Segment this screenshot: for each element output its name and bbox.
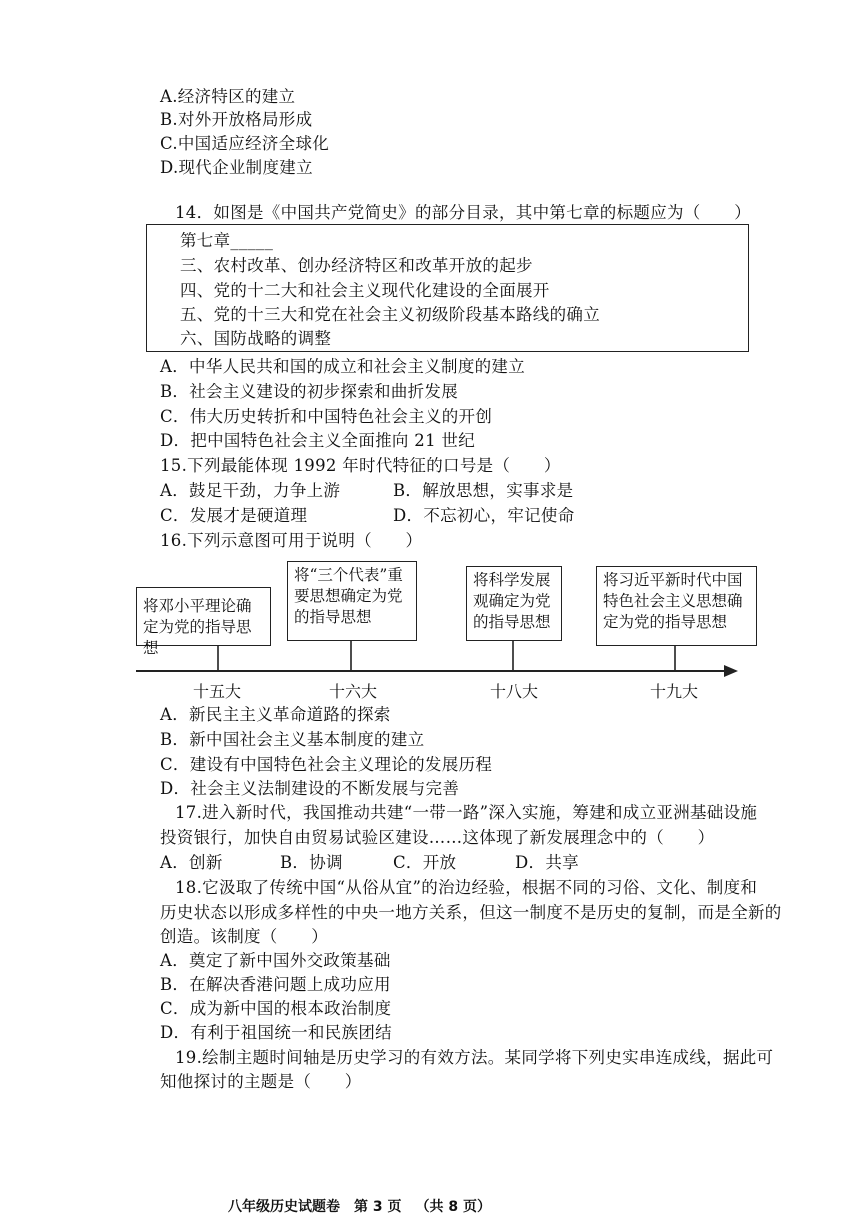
q18-option-b: B．在解决香港问题上成功应用 <box>160 975 391 994</box>
q13-option-d: D.现代企业制度建立 <box>160 158 313 177</box>
q15-option-d: D．不忘初心，牢记使命 <box>393 506 575 525</box>
q16-stem: 16.下列示意图可用于说明（ ） <box>160 531 423 550</box>
timeline-box-16th: 将“三个代表”重要思想确定为党的指导思想 <box>287 561 417 641</box>
q15-stem: 15.下列最能体现 1992 年时代特征的口号是（ ） <box>160 456 561 475</box>
footer-page-number: 第 3 页 <box>354 1199 402 1215</box>
timeline-label-19th: 十九大 <box>650 682 699 701</box>
q15-option-c: C．发展才是硬道理 <box>160 506 308 525</box>
timeline-label-18th: 十八大 <box>490 682 539 701</box>
q17-option-c: C．开放 <box>393 853 457 872</box>
q16-option-d: D．社会主义法制建设的不断发展与完善 <box>160 779 460 798</box>
q17-option-a: A．创新 <box>160 853 223 872</box>
q14-option-d: D．把中国特色社会主义全面推向 21 世纪 <box>160 431 476 450</box>
q13-option-b: B.对外开放格局形成 <box>160 110 313 129</box>
q16-option-b: B．新中国社会主义基本制度的建立 <box>160 730 425 749</box>
timeline-label-15th: 十五大 <box>193 682 242 701</box>
q18-stem-line: 18.它汲取了传统中国“从俗从宜”的治边经验，根据不同的习俗、文化、制度和 <box>175 878 758 897</box>
q19-stem-line: 知他探讨的主题是（ ） <box>160 1072 362 1091</box>
q13-option-a: A.经济特区的建立 <box>160 87 296 106</box>
q19-stem-line: 19.绘制主题时间轴是历史学习的有效方法。某同学将下列史实串连成线，据此可 <box>175 1048 774 1067</box>
timeline-box-19th: 将习近平新时代中国特色社会主义思想确定为党的指导思想 <box>596 566 757 646</box>
footer-title: 八年级历史试题卷 <box>228 1199 340 1215</box>
q15-option-b: B．解放思想，实事求是 <box>393 481 574 500</box>
q16-option-c: C．建设有中国特色社会主义理论的发展历程 <box>160 755 493 774</box>
q14-box-line: 三、农村改革、创办经济特区和改革开放的起步 <box>180 256 533 275</box>
q14-option-b: B．社会主义建设的初步探索和曲折发展 <box>160 382 459 401</box>
footer-total-pages: （共 8 页） <box>415 1199 491 1215</box>
timeline-label-16th: 十六大 <box>329 682 378 701</box>
q17-stem-line: 17.进入新时代，我国推动共建“一带一路”深入实施，筹建和成立亚洲基础设施 <box>175 803 758 822</box>
timeline-box-15th: 将邓小平理论确定为党的指导思想 <box>136 587 271 646</box>
q14-box-line: 六、国防战略的调整 <box>180 329 332 348</box>
q17-stem-line: 投资银行，加快自由贸易试验区建设……这体现了新发展理念中的（ ） <box>160 828 715 847</box>
timeline-box-18th: 将科学发展观确定为党的指导思想 <box>466 566 562 641</box>
q14-stem: 14．如图是《中国共产党简史》的部分目录，其中第七章的标题应为（ ） <box>175 203 751 222</box>
q18-option-a: A．奠定了新中国外交政策基础 <box>160 951 391 970</box>
q14-option-a: A．中华人民共和国的成立和社会主义制度的建立 <box>160 357 526 376</box>
q14-box-line: 四、党的十二大和社会主义现代化建设的全面展开 <box>180 281 550 300</box>
q17-option-d: D．共享 <box>515 853 579 872</box>
q14-box-line: 五、党的十三大和党在社会主义初级阶段基本路线的确立 <box>180 305 600 324</box>
page-footer <box>228 1196 505 1216</box>
q18-option-d: D．有利于祖国统一和民族团结 <box>160 1023 392 1042</box>
q18-stem-line: 历史状态以形成多样性的中央一地方关系，但这一制度不是历史的复制，而是全新的 <box>160 903 782 922</box>
q17-option-b: B．协调 <box>280 853 343 872</box>
q14-box-line: 第七章_____ <box>180 231 274 250</box>
q16-option-a: A．新民主主义革命道路的探索 <box>160 705 391 724</box>
q14-option-c: C．伟大历史转折和中国特色社会主义的开创 <box>160 407 493 426</box>
q18-option-c: C．成为新中国的根本政治制度 <box>160 999 392 1018</box>
q13-option-c: C.中国适应经济全球化 <box>160 134 330 153</box>
q18-stem-line: 创造。该制度（ ） <box>160 927 328 946</box>
q15-option-a: A．鼓足干劲，力争上游 <box>160 481 341 500</box>
